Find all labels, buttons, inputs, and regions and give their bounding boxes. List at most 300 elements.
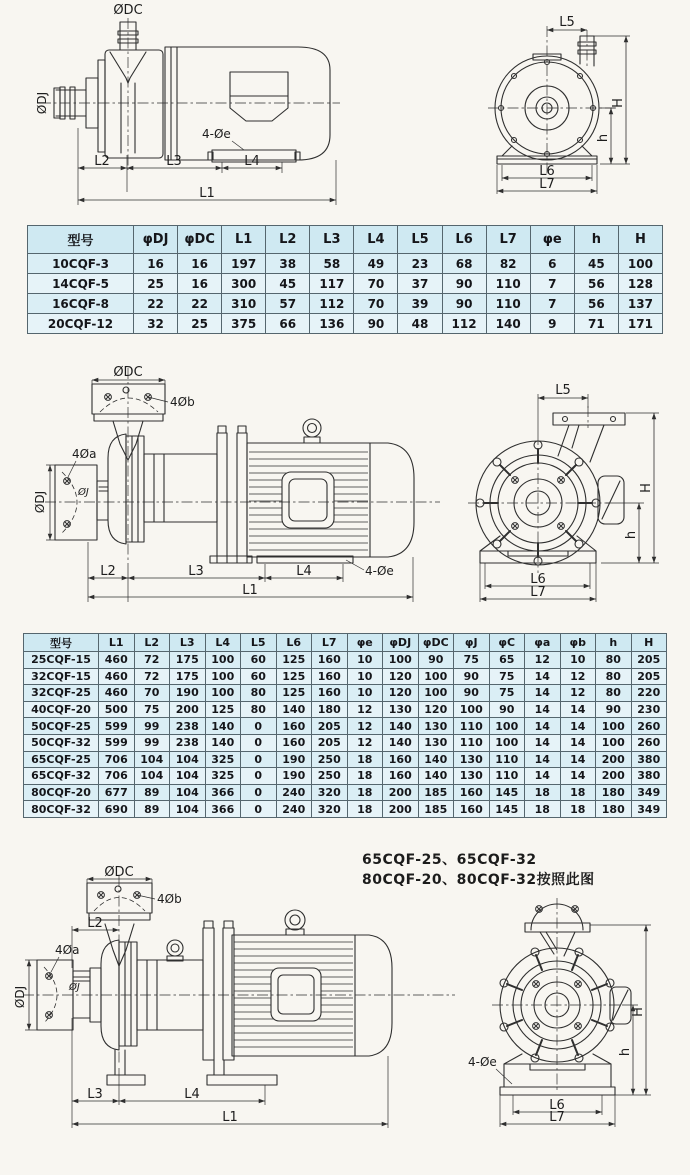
value-cell: 49 — [354, 254, 398, 274]
value-cell: 14 — [525, 751, 561, 768]
value-cell: 130 — [454, 751, 490, 768]
table-row — [24, 685, 667, 702]
value-cell: 22 — [134, 294, 178, 314]
value-cell: 160 — [454, 784, 490, 801]
value-cell: 140 — [418, 768, 454, 785]
value-cell: 72 — [134, 652, 170, 669]
value-cell: 100 — [418, 668, 454, 685]
value-cell: 12 — [525, 652, 561, 669]
dim-label-l5: L5 — [559, 15, 575, 30]
column-header: φb — [560, 634, 596, 652]
value-cell: 120 — [418, 701, 454, 718]
small-pump-side-view — [0, 0, 345, 215]
value-cell: 10 — [347, 685, 383, 702]
value-cell: 130 — [383, 701, 419, 718]
column-header: L4 — [205, 634, 241, 652]
value-cell: 100 — [489, 734, 525, 751]
value-cell: 10 — [347, 668, 383, 685]
dim-label-l7: L7 — [530, 585, 546, 600]
value-cell: 140 — [276, 701, 312, 718]
column-header: φC — [489, 634, 525, 652]
dim-label-h: h — [618, 1047, 633, 1057]
model-cell: 25CQF-15 — [24, 652, 99, 669]
column-header: 型号 — [28, 226, 134, 254]
value-cell: 130 — [454, 768, 490, 785]
value-cell: 7 — [530, 274, 574, 294]
value-cell: 10 — [560, 652, 596, 669]
value-cell: 200 — [170, 701, 206, 718]
dim-label-l5: L5 — [555, 383, 571, 398]
value-cell: 99 — [134, 718, 170, 735]
value-cell: 380 — [631, 768, 667, 785]
value-cell: 80 — [596, 652, 632, 669]
value-cell: 140 — [486, 314, 530, 334]
value-cell: 112 — [310, 294, 354, 314]
medium-pump-front-view — [438, 378, 690, 624]
dim-label-dj: ØDJ — [13, 985, 27, 1009]
value-cell: 14 — [525, 768, 561, 785]
value-cell: 37 — [398, 274, 442, 294]
model-cell: 40CQF-20 — [24, 701, 99, 718]
table-row — [28, 314, 663, 334]
table-row — [28, 254, 663, 274]
suction-bolt-label: 4Øa — [72, 447, 97, 461]
value-cell: 599 — [99, 734, 135, 751]
value-cell: 100 — [489, 718, 525, 735]
value-cell: 349 — [631, 801, 667, 818]
value-cell: 190 — [170, 685, 206, 702]
flange-bolt-label: 4Øb — [157, 892, 182, 906]
value-cell: 12 — [347, 701, 383, 718]
value-cell: 460 — [99, 685, 135, 702]
suction-flange — [13, 943, 90, 1030]
column-header: φDC — [418, 634, 454, 652]
foot-hole-label: 4-Øe — [365, 564, 394, 578]
value-cell: 125 — [276, 668, 312, 685]
value-cell: 110 — [454, 734, 490, 751]
value-cell: 14 — [525, 685, 561, 702]
value-cell: 375 — [222, 314, 266, 334]
motor-body — [165, 47, 330, 160]
value-cell: 16 — [134, 254, 178, 274]
dimensions — [500, 925, 651, 1127]
value-cell: 45 — [266, 274, 310, 294]
table-row — [28, 274, 663, 294]
value-cell: 200 — [596, 768, 632, 785]
value-cell: 175 — [170, 668, 206, 685]
value-cell: 12 — [347, 718, 383, 735]
value-cell: 14 — [525, 701, 561, 718]
lifting-eye — [303, 419, 321, 443]
value-cell: 70 — [354, 274, 398, 294]
value-cell: 128 — [618, 274, 662, 294]
foot-hole — [468, 1055, 512, 1084]
value-cell: 110 — [489, 751, 525, 768]
value-cell: 320 — [312, 784, 348, 801]
value-cell: 125 — [276, 652, 312, 669]
model-cell: 80CQF-32 — [24, 801, 99, 818]
column-header: L1 — [222, 226, 266, 254]
model-cell: 50CQF-25 — [24, 718, 99, 735]
dim-label-l4: L4 — [184, 1087, 200, 1102]
value-cell: 120 — [383, 668, 419, 685]
model-cell: 32CQF-15 — [24, 668, 99, 685]
value-cell: 70 — [134, 685, 170, 702]
model-cell: 14CQF-5 — [28, 274, 134, 294]
value-cell: 65 — [489, 652, 525, 669]
value-cell: 18 — [560, 784, 596, 801]
dim-label-l7: L7 — [539, 177, 555, 192]
base-feet — [500, 1054, 615, 1095]
value-cell: 100 — [454, 701, 490, 718]
value-cell: 0 — [241, 734, 277, 751]
table-row — [24, 784, 667, 801]
value-cell: 320 — [312, 801, 348, 818]
value-cell: 100 — [596, 734, 632, 751]
dim-label-l6: L6 — [539, 164, 555, 179]
value-cell: 100 — [205, 652, 241, 669]
value-cell: 180 — [596, 784, 632, 801]
value-cell: 238 — [170, 734, 206, 751]
column-header: φe — [530, 226, 574, 254]
value-cell: 160 — [312, 685, 348, 702]
value-cell: 57 — [266, 294, 310, 314]
value-cell: 325 — [205, 751, 241, 768]
dim-label-l4: L4 — [296, 564, 312, 579]
model-cell: 10CQF-3 — [28, 254, 134, 274]
value-cell: 14 — [560, 734, 596, 751]
dim-label-l1: L1 — [242, 583, 258, 598]
column-header: φa — [525, 634, 561, 652]
value-cell: 200 — [383, 801, 419, 818]
value-cell: 32 — [134, 314, 178, 334]
value-cell: 175 — [170, 652, 206, 669]
value-cell: 599 — [99, 718, 135, 735]
value-cell: 160 — [383, 768, 419, 785]
value-cell: 130 — [418, 718, 454, 735]
dim-label-l1: L1 — [199, 186, 215, 201]
column-header: L7 — [312, 634, 348, 652]
value-cell: 25 — [178, 314, 222, 334]
column-header: L5 — [241, 634, 277, 652]
value-cell: 90 — [442, 274, 486, 294]
value-cell: 18 — [347, 801, 383, 818]
value-cell: 6 — [530, 254, 574, 274]
table-row — [24, 701, 667, 718]
dim-label-dc: ØDC — [104, 865, 134, 880]
value-cell: 145 — [489, 801, 525, 818]
value-cell: 72 — [134, 668, 170, 685]
column-header: L3 — [170, 634, 206, 652]
small-pump-front-view — [440, 8, 690, 208]
value-cell: 185 — [418, 784, 454, 801]
value-cell: 75 — [489, 668, 525, 685]
dim-label-l6: L6 — [549, 1098, 565, 1113]
value-cell: 12 — [560, 685, 596, 702]
column-header: L6 — [276, 634, 312, 652]
value-cell: 14 — [525, 668, 561, 685]
dim-label-dj: ØDJ — [35, 91, 49, 115]
value-cell: 125 — [276, 685, 312, 702]
value-cell: 90 — [354, 314, 398, 334]
value-cell: 130 — [418, 734, 454, 751]
value-cell: 10 — [347, 652, 383, 669]
dimensions — [497, 15, 630, 194]
value-cell: 90 — [489, 701, 525, 718]
value-cell: 71 — [574, 314, 618, 334]
table-row — [24, 668, 667, 685]
value-cell: 39 — [398, 294, 442, 314]
value-cell: 706 — [99, 768, 135, 785]
value-cell: 250 — [312, 768, 348, 785]
dim-label-l2: L2 — [87, 916, 103, 931]
value-cell: 104 — [170, 801, 206, 818]
value-cell: 89 — [134, 801, 170, 818]
value-cell: 48 — [398, 314, 442, 334]
value-cell: 18 — [347, 751, 383, 768]
model-cell: 65CQF-32 — [24, 768, 99, 785]
value-cell: 56 — [574, 294, 618, 314]
value-cell: 104 — [170, 784, 206, 801]
value-cell: 0 — [241, 784, 277, 801]
value-cell: 190 — [276, 768, 312, 785]
value-cell: 75 — [454, 652, 490, 669]
value-cell: 110 — [454, 718, 490, 735]
value-cell: 7 — [530, 294, 574, 314]
model-cell: 16CQF-8 — [28, 294, 134, 314]
value-cell: 18 — [347, 784, 383, 801]
value-cell: 197 — [222, 254, 266, 274]
value-cell: 205 — [312, 718, 348, 735]
table-row — [24, 652, 667, 669]
value-cell: 180 — [596, 801, 632, 818]
value-cell: 90 — [454, 668, 490, 685]
suction-bolt-label: 4Øa — [55, 943, 80, 957]
dim-label-h: h — [596, 133, 611, 143]
value-cell: 100 — [205, 685, 241, 702]
table-row — [24, 801, 667, 818]
value-cell: 260 — [631, 718, 667, 735]
value-cell: 200 — [383, 784, 419, 801]
value-cell: 460 — [99, 668, 135, 685]
value-cell: 75 — [134, 701, 170, 718]
value-cell: 240 — [276, 801, 312, 818]
foot-hole-label: 4-Øe — [468, 1055, 497, 1069]
dimension-table-large-pumps — [23, 633, 667, 818]
value-cell: 260 — [631, 734, 667, 751]
value-cell: 75 — [489, 685, 525, 702]
flange-bolt-label: 4Øb — [170, 395, 195, 409]
column-header: L2 — [266, 226, 310, 254]
value-cell: 500 — [99, 701, 135, 718]
value-cell: 14 — [560, 701, 596, 718]
value-cell: 90 — [596, 701, 632, 718]
dimension-table-small-pumps — [27, 225, 663, 334]
mounting-feet — [107, 1050, 277, 1085]
dim-label-H: H — [639, 483, 654, 493]
value-cell: 160 — [276, 734, 312, 751]
value-cell: 18 — [347, 768, 383, 785]
value-cell: 349 — [631, 784, 667, 801]
value-cell: 100 — [596, 718, 632, 735]
large-pump-side-view — [13, 865, 465, 1168]
model-cell: 20CQF-12 — [28, 314, 134, 334]
column-header: φDJ — [134, 226, 178, 254]
value-cell: 14 — [560, 768, 596, 785]
value-cell: 145 — [489, 784, 525, 801]
value-cell: 66 — [266, 314, 310, 334]
junction-box — [598, 476, 624, 524]
column-header: L6 — [442, 226, 486, 254]
model-cell: 50CQF-32 — [24, 734, 99, 751]
value-cell: 18 — [525, 801, 561, 818]
value-cell: 205 — [312, 734, 348, 751]
value-cell: 38 — [266, 254, 310, 274]
value-cell: 185 — [418, 801, 454, 818]
column-header: φe — [347, 634, 383, 652]
value-cell: 99 — [134, 734, 170, 751]
column-header: φJ — [454, 634, 490, 652]
value-cell: 117 — [310, 274, 354, 294]
value-cell: 690 — [99, 801, 135, 818]
dim-label-l3: L3 — [87, 1087, 103, 1102]
value-cell: 238 — [170, 718, 206, 735]
value-cell: 80 — [596, 668, 632, 685]
column-header: φDC — [178, 226, 222, 254]
value-cell: 16 — [178, 254, 222, 274]
model-cell: 65CQF-25 — [24, 751, 99, 768]
value-cell: 89 — [134, 784, 170, 801]
column-header: L7 — [486, 226, 530, 254]
dim-label-dj: ØDJ — [33, 490, 47, 514]
dim-label-h: h — [624, 530, 639, 540]
value-cell: 100 — [383, 652, 419, 669]
dim-label-l3: L3 — [166, 154, 182, 169]
value-cell: 160 — [312, 668, 348, 685]
pump-head — [98, 50, 163, 158]
dim-label-l1: L1 — [222, 1110, 238, 1125]
suction-flange — [33, 447, 108, 540]
value-cell: 160 — [312, 652, 348, 669]
value-cell: 171 — [618, 314, 662, 334]
column-header: h — [596, 634, 632, 652]
value-cell: 9 — [530, 314, 574, 334]
value-cell: 104 — [134, 768, 170, 785]
value-cell: 12 — [560, 668, 596, 685]
note-line-2: 80CQF-20、80CQF-32按照此图 — [362, 872, 595, 888]
dim-label-l2: L2 — [100, 564, 116, 579]
value-cell: 240 — [276, 784, 312, 801]
value-cell: 104 — [134, 751, 170, 768]
discharge-flange — [553, 413, 625, 462]
value-cell: 82 — [486, 254, 530, 274]
discharge-flange — [92, 365, 195, 460]
value-cell: 18 — [525, 784, 561, 801]
value-cell: 250 — [312, 751, 348, 768]
value-cell: 60 — [241, 668, 277, 685]
value-cell: 160 — [454, 801, 490, 818]
value-cell: 380 — [631, 751, 667, 768]
motor-body — [232, 935, 392, 1056]
value-cell: 160 — [383, 751, 419, 768]
column-header: L4 — [354, 226, 398, 254]
table-row — [28, 294, 663, 314]
dim-label-l6: L6 — [530, 572, 546, 587]
value-cell: 25 — [134, 274, 178, 294]
value-cell: 110 — [486, 294, 530, 314]
value-cell: 310 — [222, 294, 266, 314]
value-cell: 190 — [276, 751, 312, 768]
dimensions — [480, 383, 659, 602]
value-cell: 0 — [241, 751, 277, 768]
column-header: φDJ — [383, 634, 419, 652]
value-cell: 90 — [442, 294, 486, 314]
value-cell: 16 — [178, 274, 222, 294]
value-cell: 23 — [398, 254, 442, 274]
value-cell: 90 — [454, 685, 490, 702]
table-row — [24, 718, 667, 735]
value-cell: 14 — [525, 718, 561, 735]
dim-label-H: H — [631, 1007, 646, 1017]
value-cell: 0 — [241, 801, 277, 818]
bracket — [217, 426, 247, 563]
value-cell: 180 — [312, 701, 348, 718]
value-cell: 300 — [222, 274, 266, 294]
pump-casing — [108, 434, 217, 544]
lifting-eye — [285, 910, 305, 935]
column-header: L3 — [310, 226, 354, 254]
value-cell: 14 — [560, 718, 596, 735]
value-cell: 460 — [99, 652, 135, 669]
value-cell: 205 — [631, 668, 667, 685]
value-cell: 160 — [276, 718, 312, 735]
value-cell: 70 — [354, 294, 398, 314]
value-cell: 18 — [560, 801, 596, 818]
table-row — [24, 751, 667, 768]
value-cell: 110 — [486, 274, 530, 294]
foot-hole-label: 4-Øe — [202, 127, 231, 141]
dim-label-l2: L2 — [94, 154, 110, 169]
value-cell: 140 — [418, 751, 454, 768]
value-cell: 366 — [205, 801, 241, 818]
value-cell: 205 — [631, 652, 667, 669]
value-cell: 14 — [560, 751, 596, 768]
value-cell: 58 — [310, 254, 354, 274]
value-cell: 125 — [205, 701, 241, 718]
value-cell: 140 — [205, 718, 241, 735]
value-cell: 100 — [618, 254, 662, 274]
value-cell: 100 — [418, 685, 454, 702]
value-cell: 100 — [205, 668, 241, 685]
value-cell: 60 — [241, 652, 277, 669]
column-header: L5 — [398, 226, 442, 254]
column-header: L1 — [99, 634, 135, 652]
dim-label-dc: ØDC — [113, 3, 143, 18]
value-cell: 120 — [383, 685, 419, 702]
value-cell: 366 — [205, 784, 241, 801]
value-cell: 22 — [178, 294, 222, 314]
value-cell: 80 — [596, 685, 632, 702]
value-cell: 137 — [618, 294, 662, 314]
dim-label-j: ØJ — [78, 487, 89, 498]
column-header: L2 — [134, 634, 170, 652]
value-cell: 200 — [596, 751, 632, 768]
value-cell: 140 — [383, 718, 419, 735]
large-pump-front-view — [460, 880, 690, 1170]
value-cell: 230 — [631, 701, 667, 718]
value-cell: 104 — [170, 751, 206, 768]
value-cell: 706 — [99, 751, 135, 768]
